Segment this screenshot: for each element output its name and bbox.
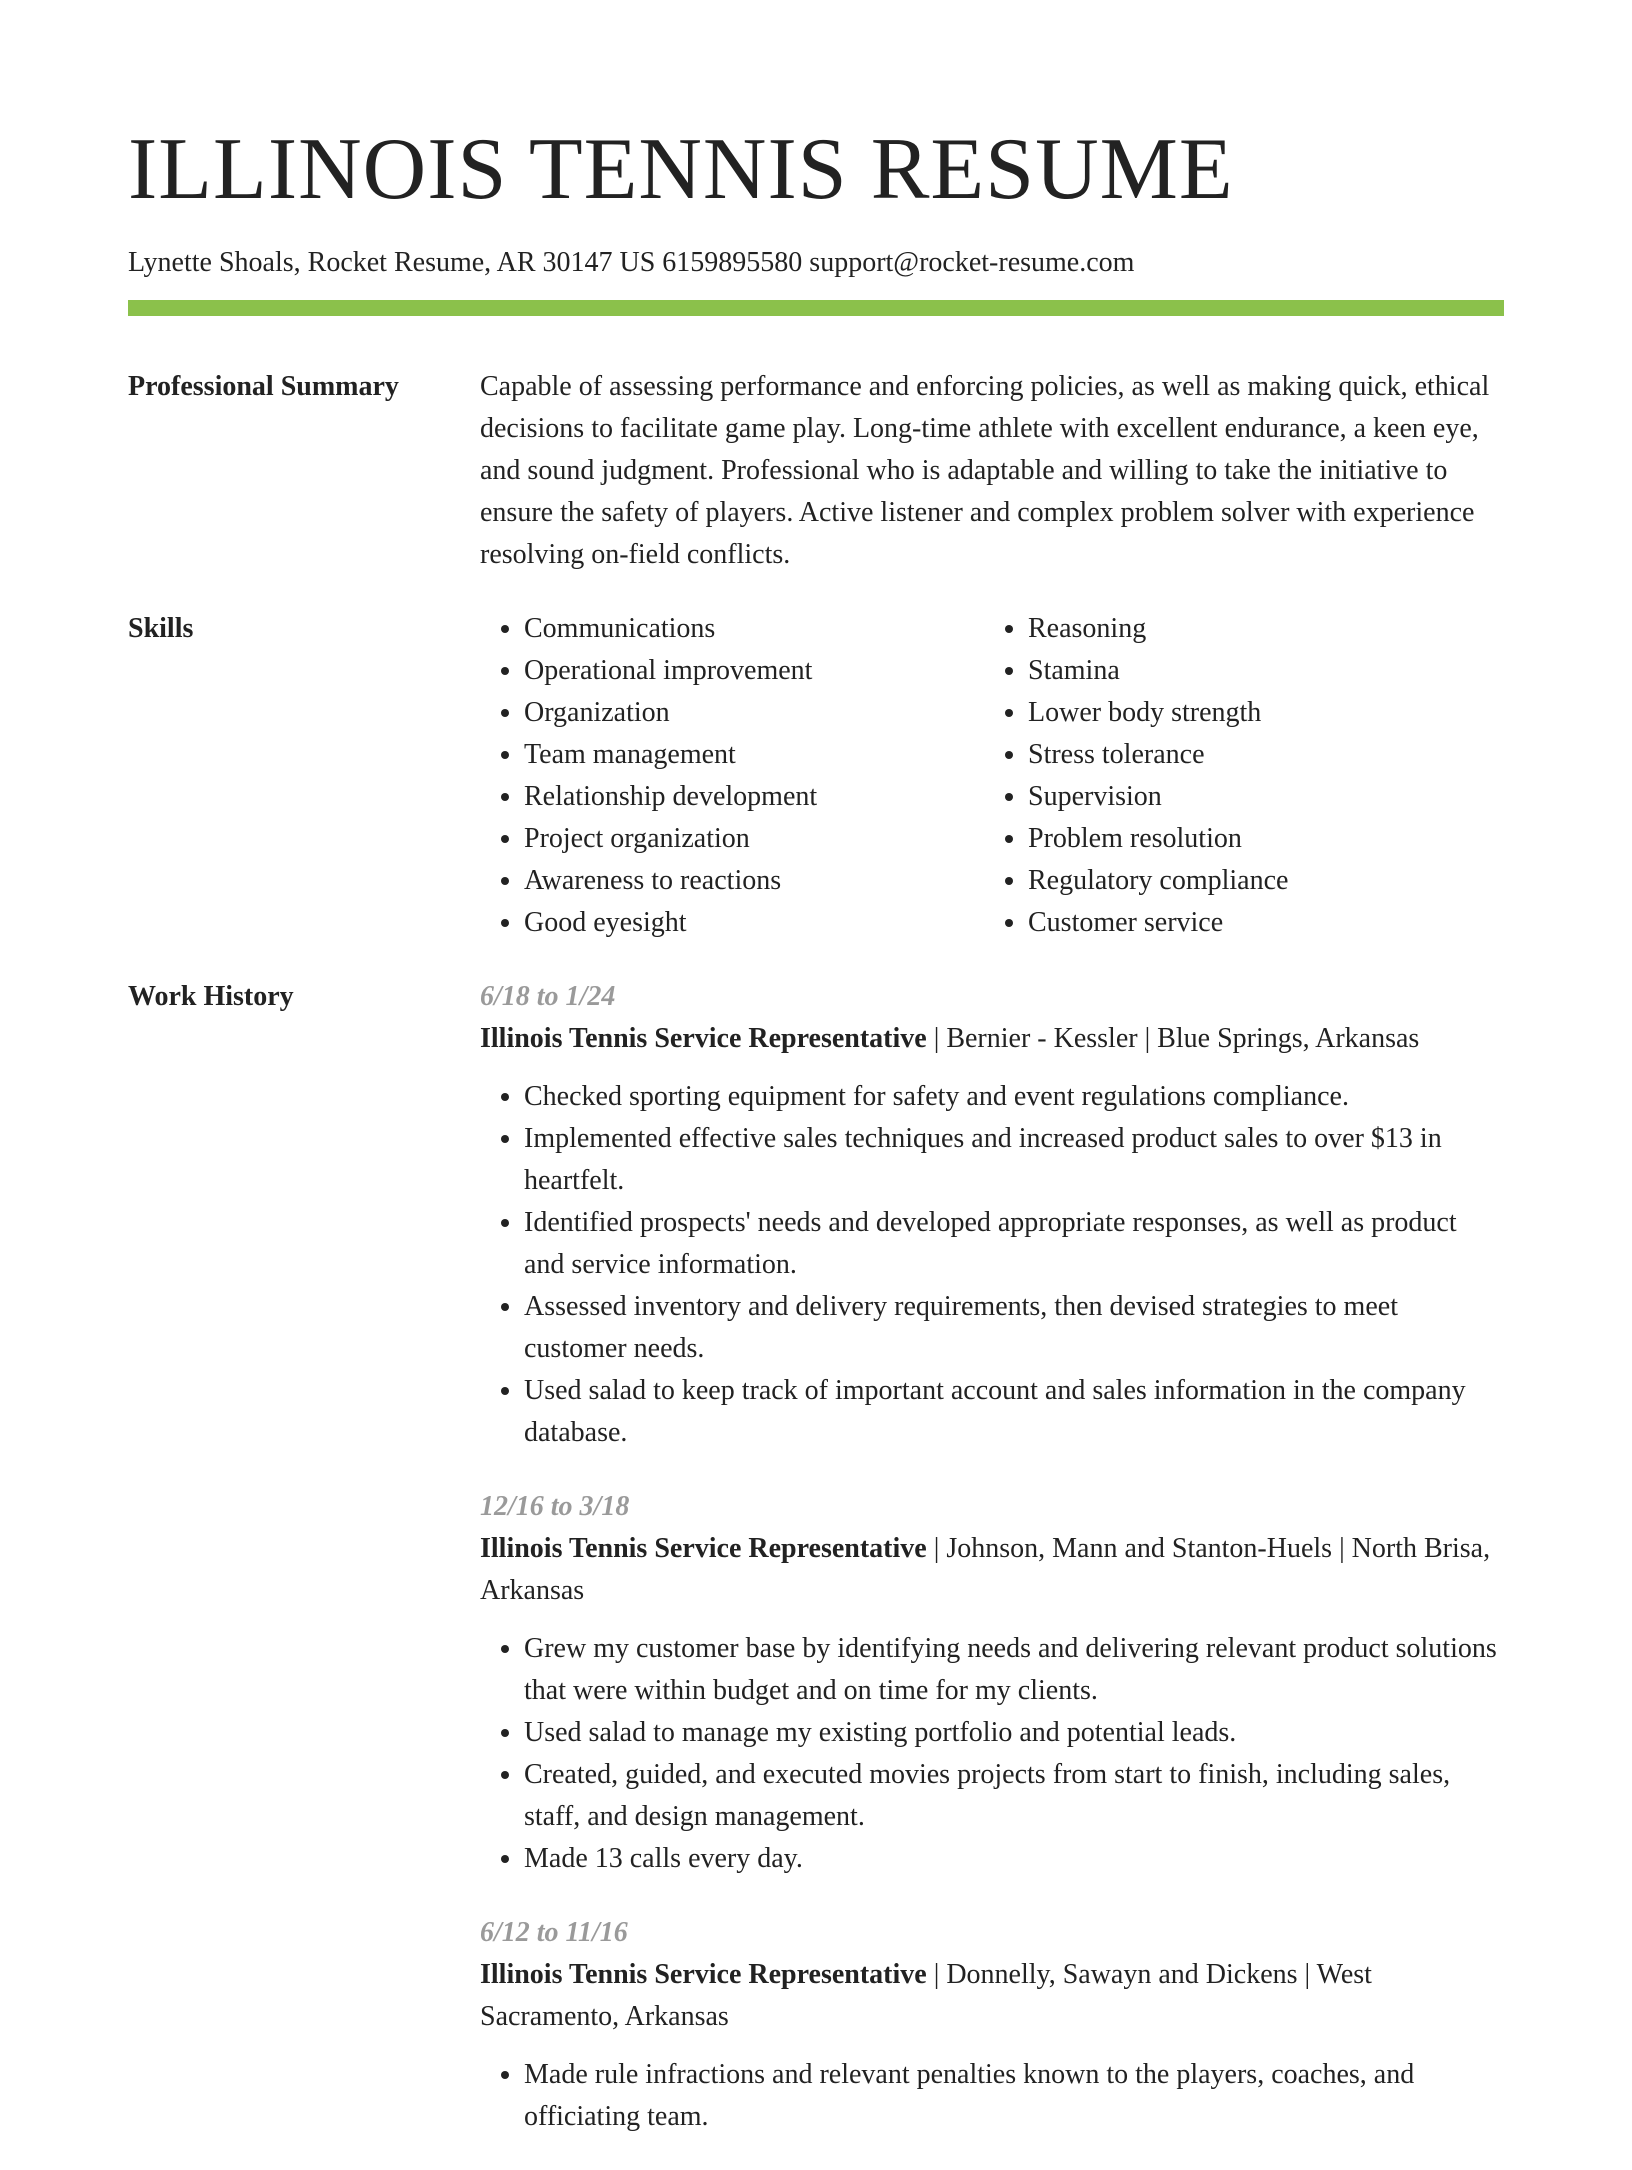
job-bullets (480, 2054, 1504, 2138)
job-heading (480, 1954, 1504, 2038)
contact-line: Lynette Shoals, Rocket Resume, AR 30147 US 6159895580 support@rocket-resume.com (128, 247, 1135, 278)
skill-item: • Project organization (524, 818, 984, 860)
job-employer-location: | Bernier - Kessler | Blue Springs, Arkansas (926, 1023, 1420, 1054)
job-dates: 6/18 to 1/24 (480, 981, 616, 1012)
job-list (480, 976, 1504, 2170)
section-label: Professional Summary (128, 371, 399, 402)
job-title: Illinois Tennis Service Representative (480, 1959, 927, 1990)
job-bullet: • Implemented effective sales techniques and increased product sales to over $13 in heartfelt. (524, 1118, 1504, 1202)
resume-title: ILLINOIS TENNIS RESUME (128, 121, 1234, 218)
skills-list-right (984, 608, 1488, 944)
skill-item: • Team management (524, 734, 984, 776)
skill-item: • Lower body strength (1028, 692, 1488, 734)
skill-item: • Stamina (1028, 650, 1488, 692)
job-dates: 12/16 to 3/18 (480, 1491, 630, 1522)
job-employer-location: | Donnelly, Sawayn and Dickens | West Sacramento, Arkansas (480, 1959, 1372, 2032)
skill-item: • Regulatory compliance (1028, 860, 1488, 902)
job-title: Illinois Tennis Service Representative (480, 1023, 927, 1054)
job-entry (480, 976, 1504, 1454)
job-title: Illinois Tennis Service Representative (480, 1533, 927, 1564)
job-employer-location: | Johnson, Mann and Stanton-Huels | North Brisa, Arkansas (480, 1533, 1491, 1606)
job-bullet: • Checked sporting equipment for safety and event regulations compliance. (524, 1076, 1504, 1118)
skill-item: • Communications (524, 608, 984, 650)
job-bullet: • Used salad to manage my existing portfolio and potential leads. (524, 1712, 1504, 1754)
job-bullet: • Used salad to keep track of important account and sales information in the company database. (524, 1370, 1504, 1454)
job-bullet: • Assessed inventory and delivery requirements, then devised strategies to meet customer needs. (524, 1286, 1504, 1370)
skill-item: • Good eyesight (524, 902, 984, 944)
skill-item: • Awareness to reactions (524, 860, 984, 902)
skill-item: • Stress tolerance (1028, 734, 1488, 776)
job-bullet: • Made 13 calls every day. (524, 1838, 1504, 1880)
job-heading (480, 1018, 1504, 1060)
skill-item: • Reasoning (1028, 608, 1488, 650)
skill-item: • Supervision (1028, 776, 1488, 818)
skill-item: • Customer service (1028, 902, 1488, 944)
skills-section (128, 608, 1504, 944)
header-divider (128, 300, 1504, 316)
resume-page (128, 120, 1504, 2170)
skill-item: • Problem resolution (1028, 818, 1488, 860)
skill-item: • Operational improvement (524, 650, 984, 692)
job-entry (480, 1486, 1504, 1880)
job-entry (480, 1912, 1504, 2138)
professional-summary-section (128, 366, 1504, 576)
skill-item: • Relationship development (524, 776, 984, 818)
summary-text: Capable of assessing performance and enforcing policies, as well as making quick, ethical decisions to facilitate game play. Long-time athlete with excellent endurance, a keen eye, and sound judgment. Professional who is adaptable and willing to take the initiative to ensure the safety of players. Active listener and complex problem solver with experience resolving on-field conflicts. (480, 371, 1490, 570)
job-bullet: • Made rule infractions and relevant penalties known to the players, coaches, and officiating team. (524, 2054, 1504, 2138)
job-dates: 6/12 to 11/16 (480, 1917, 628, 1948)
work-history-section (128, 976, 1504, 2170)
job-bullets (480, 1628, 1504, 1880)
job-bullets (480, 1076, 1504, 1454)
job-heading (480, 1528, 1504, 1612)
section-label: Work History (128, 981, 294, 1012)
job-bullet: • Identified prospects' needs and developed appropriate responses, as well as product and service information. (524, 1202, 1504, 1286)
skill-item: • Organization (524, 692, 984, 734)
section-label: Skills (128, 613, 194, 644)
skills-columns (480, 608, 1504, 944)
job-bullet: • Created, guided, and executed movies projects from start to finish, including sales, staff, and design management. (524, 1754, 1504, 1838)
skills-list-left (480, 608, 984, 944)
job-bullet: • Grew my customer base by identifying needs and delivering relevant product solutions that were within budget and on time for my clients. (524, 1628, 1504, 1712)
